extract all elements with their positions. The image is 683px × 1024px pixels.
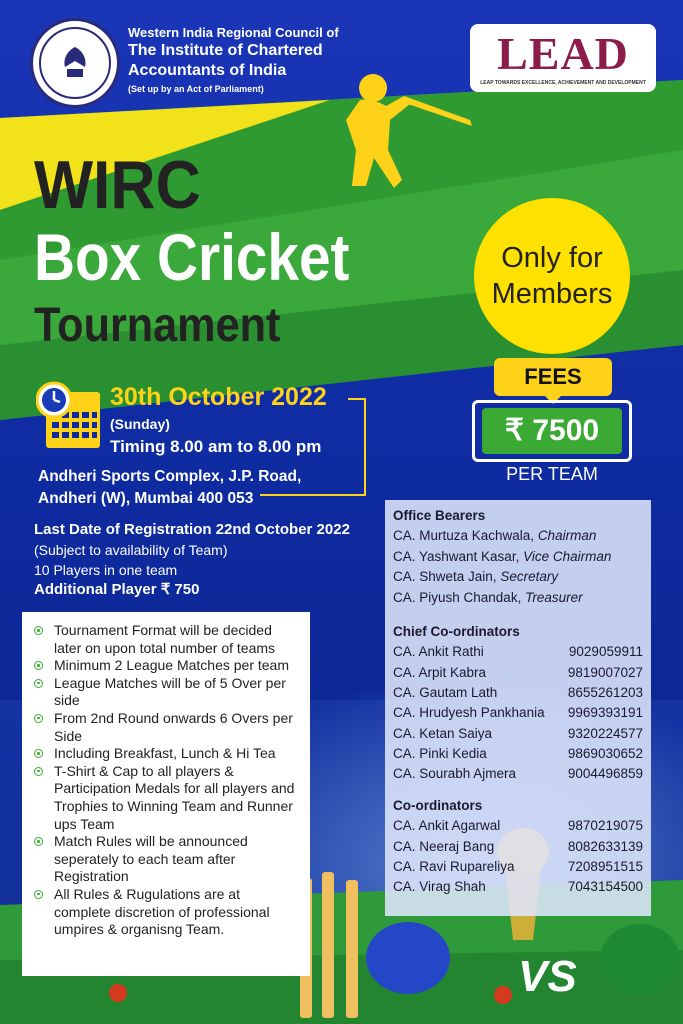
coordinator-name: CA. Ankit Agarwal — [393, 818, 501, 834]
chief-coordinator-row — [393, 744, 643, 764]
coordinator-name: CA. Hrudyesh Pankhania — [393, 705, 545, 721]
coordinator-row — [393, 837, 643, 857]
coordinator-phone[interactable]: 9320224577 — [567, 725, 643, 741]
org-line-1: Western India Regional Council of — [128, 25, 339, 40]
coordinator-name: CA. Neeraj Bang — [393, 838, 495, 854]
bullet-icon — [34, 767, 43, 776]
rule-item — [34, 675, 300, 710]
event-timing: Timing 8.00 am to 8.00 pm — [110, 437, 322, 456]
coordinator-phone[interactable]: 7208951515 — [567, 859, 643, 875]
rules-panel — [22, 612, 310, 976]
title-line-2: Box Cricket — [34, 220, 350, 294]
coordinator-name: CA. Pinki Kedia — [393, 745, 487, 761]
coordinator-row — [393, 857, 643, 877]
org-line-2: The Institute of Chartered — [128, 42, 323, 59]
lead-logo — [470, 24, 656, 92]
chief-coordinator-row — [393, 764, 643, 784]
bullet-icon — [34, 679, 43, 688]
icai-logo — [30, 18, 120, 108]
rule-item — [34, 763, 300, 833]
members-badge-line-1: Only for — [501, 242, 603, 274]
coordinator-name: CA. Ravi Rupareliya — [393, 859, 515, 875]
event-venue — [38, 466, 301, 510]
rule-item — [34, 622, 300, 657]
rule-text: Tournament Format will be decided later on upon total number of teams — [54, 622, 276, 656]
office-bearer-row — [393, 547, 643, 568]
rule-item — [34, 886, 300, 939]
registration-info — [34, 520, 350, 600]
rule-text: T-Shirt & Cap to all players & Participation Medals for all players and Trophies to Winning Team and Runner ups Team — [54, 762, 295, 832]
coordinator-phone[interactable]: 9869030652 — [567, 745, 643, 761]
coordinator-phone[interactable]: 8655261203 — [567, 684, 643, 700]
venue-line-2: Andheri (W), Mumbai 400 053 — [38, 490, 254, 507]
office-bearer-role: Treasurer — [525, 589, 583, 605]
coordinator-name: CA. Ankit Rathi — [393, 644, 484, 660]
office-bearer-role: Chairman — [537, 528, 597, 543]
office-bearer-name: CA. Yashwant Kasar, — [393, 548, 524, 564]
chief-coordinator-row — [393, 642, 643, 662]
rule-text: Including Breakfast, Lunch & Hi Tea — [54, 745, 276, 762]
coordinator-row — [393, 816, 643, 836]
rules-list — [34, 622, 300, 939]
vs-text: VS — [518, 952, 577, 1001]
bullet-icon — [34, 661, 43, 670]
bullet-icon — [34, 749, 43, 758]
office-bearer-row — [393, 588, 643, 609]
chief-coordinators-heading: Chief Co-ordinators — [393, 624, 520, 640]
chief-coordinator-row — [393, 683, 643, 703]
contacts-panel — [385, 500, 651, 916]
calendar-clock-icon — [36, 380, 102, 450]
coordinators-heading: Co-ordinators — [393, 798, 483, 814]
coordinator-phone[interactable]: 9004496859 — [567, 766, 643, 782]
rule-text: Minimum 2 League Matches per team — [54, 657, 289, 674]
org-line-4: (Set up by an Act of Parliament) — [128, 84, 264, 94]
fees-label: FEES — [494, 358, 612, 396]
title-line-3: Tournament — [34, 299, 281, 352]
rule-text: League Matches will be of 5 Over per side — [54, 674, 286, 709]
office-bearer-name: CA. Shweta Jain, — [393, 569, 501, 585]
registration-players: 10 Players in one team — [34, 562, 178, 578]
members-only-badge — [474, 198, 630, 354]
rule-item — [34, 745, 300, 763]
lead-logo-word: LEAD — [497, 28, 629, 79]
office-bearer-role: Vice Chairman — [523, 548, 612, 564]
coordinator-name: CA. Gautam Lath — [393, 684, 498, 700]
bullet-icon — [34, 714, 43, 723]
chief-coordinator-row — [393, 663, 643, 683]
title-line-1: WIRC — [34, 147, 201, 223]
office-bearer-name: CA. Murtuza Kachwala, — [393, 528, 538, 543]
event-datetime — [110, 382, 327, 460]
bullet-icon — [34, 890, 43, 899]
coordinator-phone[interactable]: 7043154500 — [567, 879, 643, 895]
rule-item — [34, 657, 300, 675]
office-bearer-row — [393, 567, 643, 588]
event-day: (Sunday) — [110, 416, 170, 432]
coordinator-phone[interactable]: 9819007027 — [567, 664, 643, 680]
bullet-icon — [34, 837, 43, 846]
registration-subject: (Subject to availability of Team) — [34, 542, 228, 558]
bullet-icon — [34, 626, 43, 635]
members-badge-line-2: Members — [491, 278, 613, 310]
coordinator-name: CA. Sourabh Ajmera — [393, 766, 517, 782]
office-bearers-heading: Office Bearers — [393, 508, 486, 523]
rule-text: From 2nd Round onwards 6 Overs per Side — [54, 709, 293, 744]
fees-per-team: PER TEAM — [506, 464, 598, 484]
coordinator-phone[interactable]: 9969393191 — [567, 705, 643, 721]
registration-additional-player: Additional Player ₹ 750 — [34, 581, 200, 598]
registration-last-date: Last Date of Registration 22nd October 2022 — [34, 521, 350, 538]
coordinator-name: CA. Ketan Saiya — [393, 725, 493, 741]
chief-coordinator-row — [393, 724, 643, 744]
event-date: 30th October 2022 — [110, 383, 327, 411]
organization-header — [128, 24, 339, 96]
coordinator-name: CA. Arpit Kabra — [393, 664, 487, 680]
org-line-3: Accountants of India — [128, 62, 287, 79]
chief-coordinator-row — [393, 703, 643, 723]
fees-amount: ₹ 7500 — [482, 408, 622, 454]
rule-text: All Rules & Rugulations are at complete discretion of professional umpires & organisng Team. — [54, 885, 270, 938]
coordinator-phone[interactable]: 8082633139 — [567, 838, 643, 854]
date-bracket — [348, 398, 366, 496]
coordinator-phone[interactable]: 9029059911 — [568, 644, 643, 660]
coordinator-name: CA. Virag Shah — [393, 879, 486, 895]
office-bearer-role: Secretary — [500, 569, 559, 585]
venue-line-1: Andheri Sports Complex, J.P. Road, — [38, 468, 302, 485]
office-bearer-name: CA. Piyush Chandak, — [393, 589, 526, 605]
rule-text: Match Rules will be announced seperately to each team after Registration — [54, 833, 248, 885]
coordinator-row — [393, 877, 643, 897]
lead-logo-tagline: LEAP TOWARDS EXCELLENCE, ACHIEVEMENT AND DEVELOPMENT — [480, 80, 646, 86]
office-bearer-row — [393, 526, 643, 547]
rule-item — [34, 833, 300, 886]
rule-item — [34, 710, 300, 745]
coordinator-phone[interactable]: 9870219075 — [567, 818, 643, 834]
